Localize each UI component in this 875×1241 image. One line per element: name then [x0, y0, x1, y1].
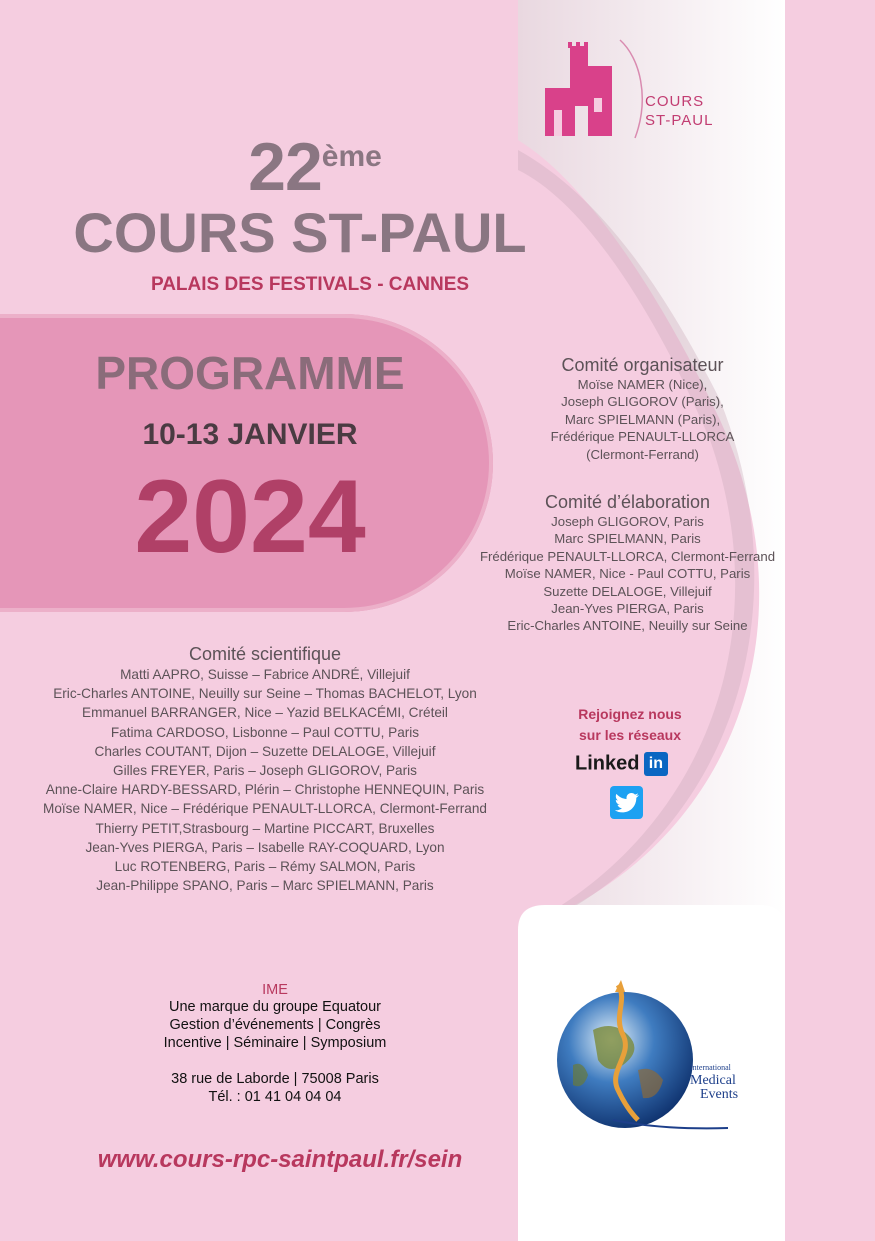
- list-item: Frédérique PENAULT-LLORCA, Clermont-Ferrand: [479, 548, 776, 564]
- list-item: Eric-Charles ANTOINE, Neuilly sur Seine: [507, 618, 748, 634]
- list-item: Marc SPIELMANN (Paris),: [564, 411, 721, 427]
- organizer-name: IME: [262, 982, 288, 998]
- list-item: Moïse NAMER (Nice),: [577, 377, 708, 392]
- list-item: Thierry PETIT,Strasbourg – Martine PICCART, Bruxelles: [95, 820, 435, 836]
- list-item: Anne-Claire HARDY-BESSARD, Plérin – Christophe HENNEQUIN, Paris: [45, 782, 485, 798]
- comite-organisateur: [470, 355, 815, 463]
- course-title: COURS ST-PAUL: [73, 201, 527, 264]
- linkedin-link[interactable]: [575, 752, 668, 780]
- ime-globe-logo-icon: [553, 980, 733, 1135]
- venue: PALAIS DES FESTIVALS - CANNES: [150, 274, 470, 295]
- ime-logo-line-2: Medical: [690, 1073, 736, 1088]
- list-item: Gilles FREYER, Paris – Joseph GLIGOROV, Paris: [113, 763, 417, 779]
- edition-suffix: ème: [321, 140, 382, 173]
- list-item: Moïse NAMER, Nice – Frédérique PENAULT-LLORCA, Clermont-Ferrand: [43, 801, 487, 817]
- programme-label: PROGRAMME: [95, 347, 405, 399]
- twitter-link[interactable]: [610, 786, 643, 819]
- list-item: Emmanuel BARRANGER, Nice – Yazid BELKACÉMI, Créteil: [82, 705, 448, 721]
- programme-year: 2024: [134, 459, 366, 575]
- logo-wordmark: [645, 92, 713, 130]
- edition-number-value: 22: [248, 129, 322, 205]
- list-item: Luc ROTENBERG, Paris – Rémy SALMON, Paris: [114, 859, 416, 875]
- list-item: Charles COUTANT, Dijon – Suzette DELALOGE, Villejuif: [94, 743, 436, 759]
- social-line-1: Rejoignez nous: [578, 706, 682, 722]
- list-item: Frédérique PENAULT-LLORCA: [550, 429, 735, 445]
- organizer-line-1: Une marque du groupe Equatour: [168, 999, 381, 1015]
- comite-scientifique: [20, 644, 510, 895]
- linkedin-icon: in: [644, 752, 668, 776]
- ime-logo-line-3: Events: [700, 1087, 739, 1102]
- list-item: Jean-Yves PIERGA, Paris: [551, 601, 704, 617]
- list-item: Jean-Philippe SPANO, Paris – Marc SPIELMANN, Paris: [96, 878, 434, 894]
- logo-line-2: ST-PAUL: [645, 112, 714, 129]
- ime-logo-line-1: International: [690, 1063, 731, 1072]
- list-item: Matti AAPRO, Suisse – Fabrice ANDRÉ, Villejuif: [120, 667, 410, 682]
- list-item: Jean-Yves PIERGA, Paris – Isabelle RAY-COQUARD, Lyon: [85, 839, 445, 855]
- twitter-bird-icon: [610, 786, 643, 819]
- organizer-line-3: Incentive | Séminaire | Symposium: [163, 1035, 387, 1051]
- comite-scientifique-title: Comité scientifique: [188, 644, 342, 664]
- list-item: Moïse NAMER, Nice - Paul COTTU, Paris: [504, 566, 751, 582]
- comite-organisateur-title: Comité organisateur: [561, 355, 724, 375]
- list-item: Fatima CARDOSO, Lisbonne – Paul COTTU, Paris: [110, 724, 420, 740]
- website-link[interactable]: www.cours-rpc-saintpaul.fr/sein: [97, 1146, 463, 1173]
- social-callout: [555, 704, 705, 746]
- list-item: Joseph GLIGOROV, Paris: [551, 514, 704, 529]
- list-item: Marc SPIELMANN, Paris: [554, 531, 701, 547]
- logo-line-1: COURS: [645, 93, 705, 110]
- list-item: Suzette DELALOGE, Villejuif: [543, 583, 712, 599]
- list-item: Joseph GLIGOROV (Paris),: [561, 394, 724, 410]
- organizer-address: 38 rue de Laborde | 75008 Paris: [171, 1071, 379, 1087]
- comite-elaboration: [455, 492, 800, 635]
- comite-elaboration-title: Comité d’élaboration: [544, 492, 711, 512]
- list-item: Eric-Charles ANTOINE, Neuilly sur Seine – Thomas BACHELOT, Lyon: [53, 686, 477, 702]
- ime-logo-text: [690, 1064, 738, 1102]
- linkedin-wordmark: Linked: [575, 752, 640, 775]
- organizer-phone: Tél. : 01 41 04 04 04: [208, 1089, 342, 1105]
- social-line-2: sur les réseaux: [579, 727, 681, 743]
- programme-dates: 10-13 JANVIER: [142, 418, 358, 451]
- tower-logo-icon: [540, 38, 650, 143]
- organizer-line-2: Gestion d’événements | Congrès: [169, 1017, 381, 1033]
- edition-number: [150, 128, 480, 206]
- list-item: (Clermont-Ferrand): [586, 446, 699, 462]
